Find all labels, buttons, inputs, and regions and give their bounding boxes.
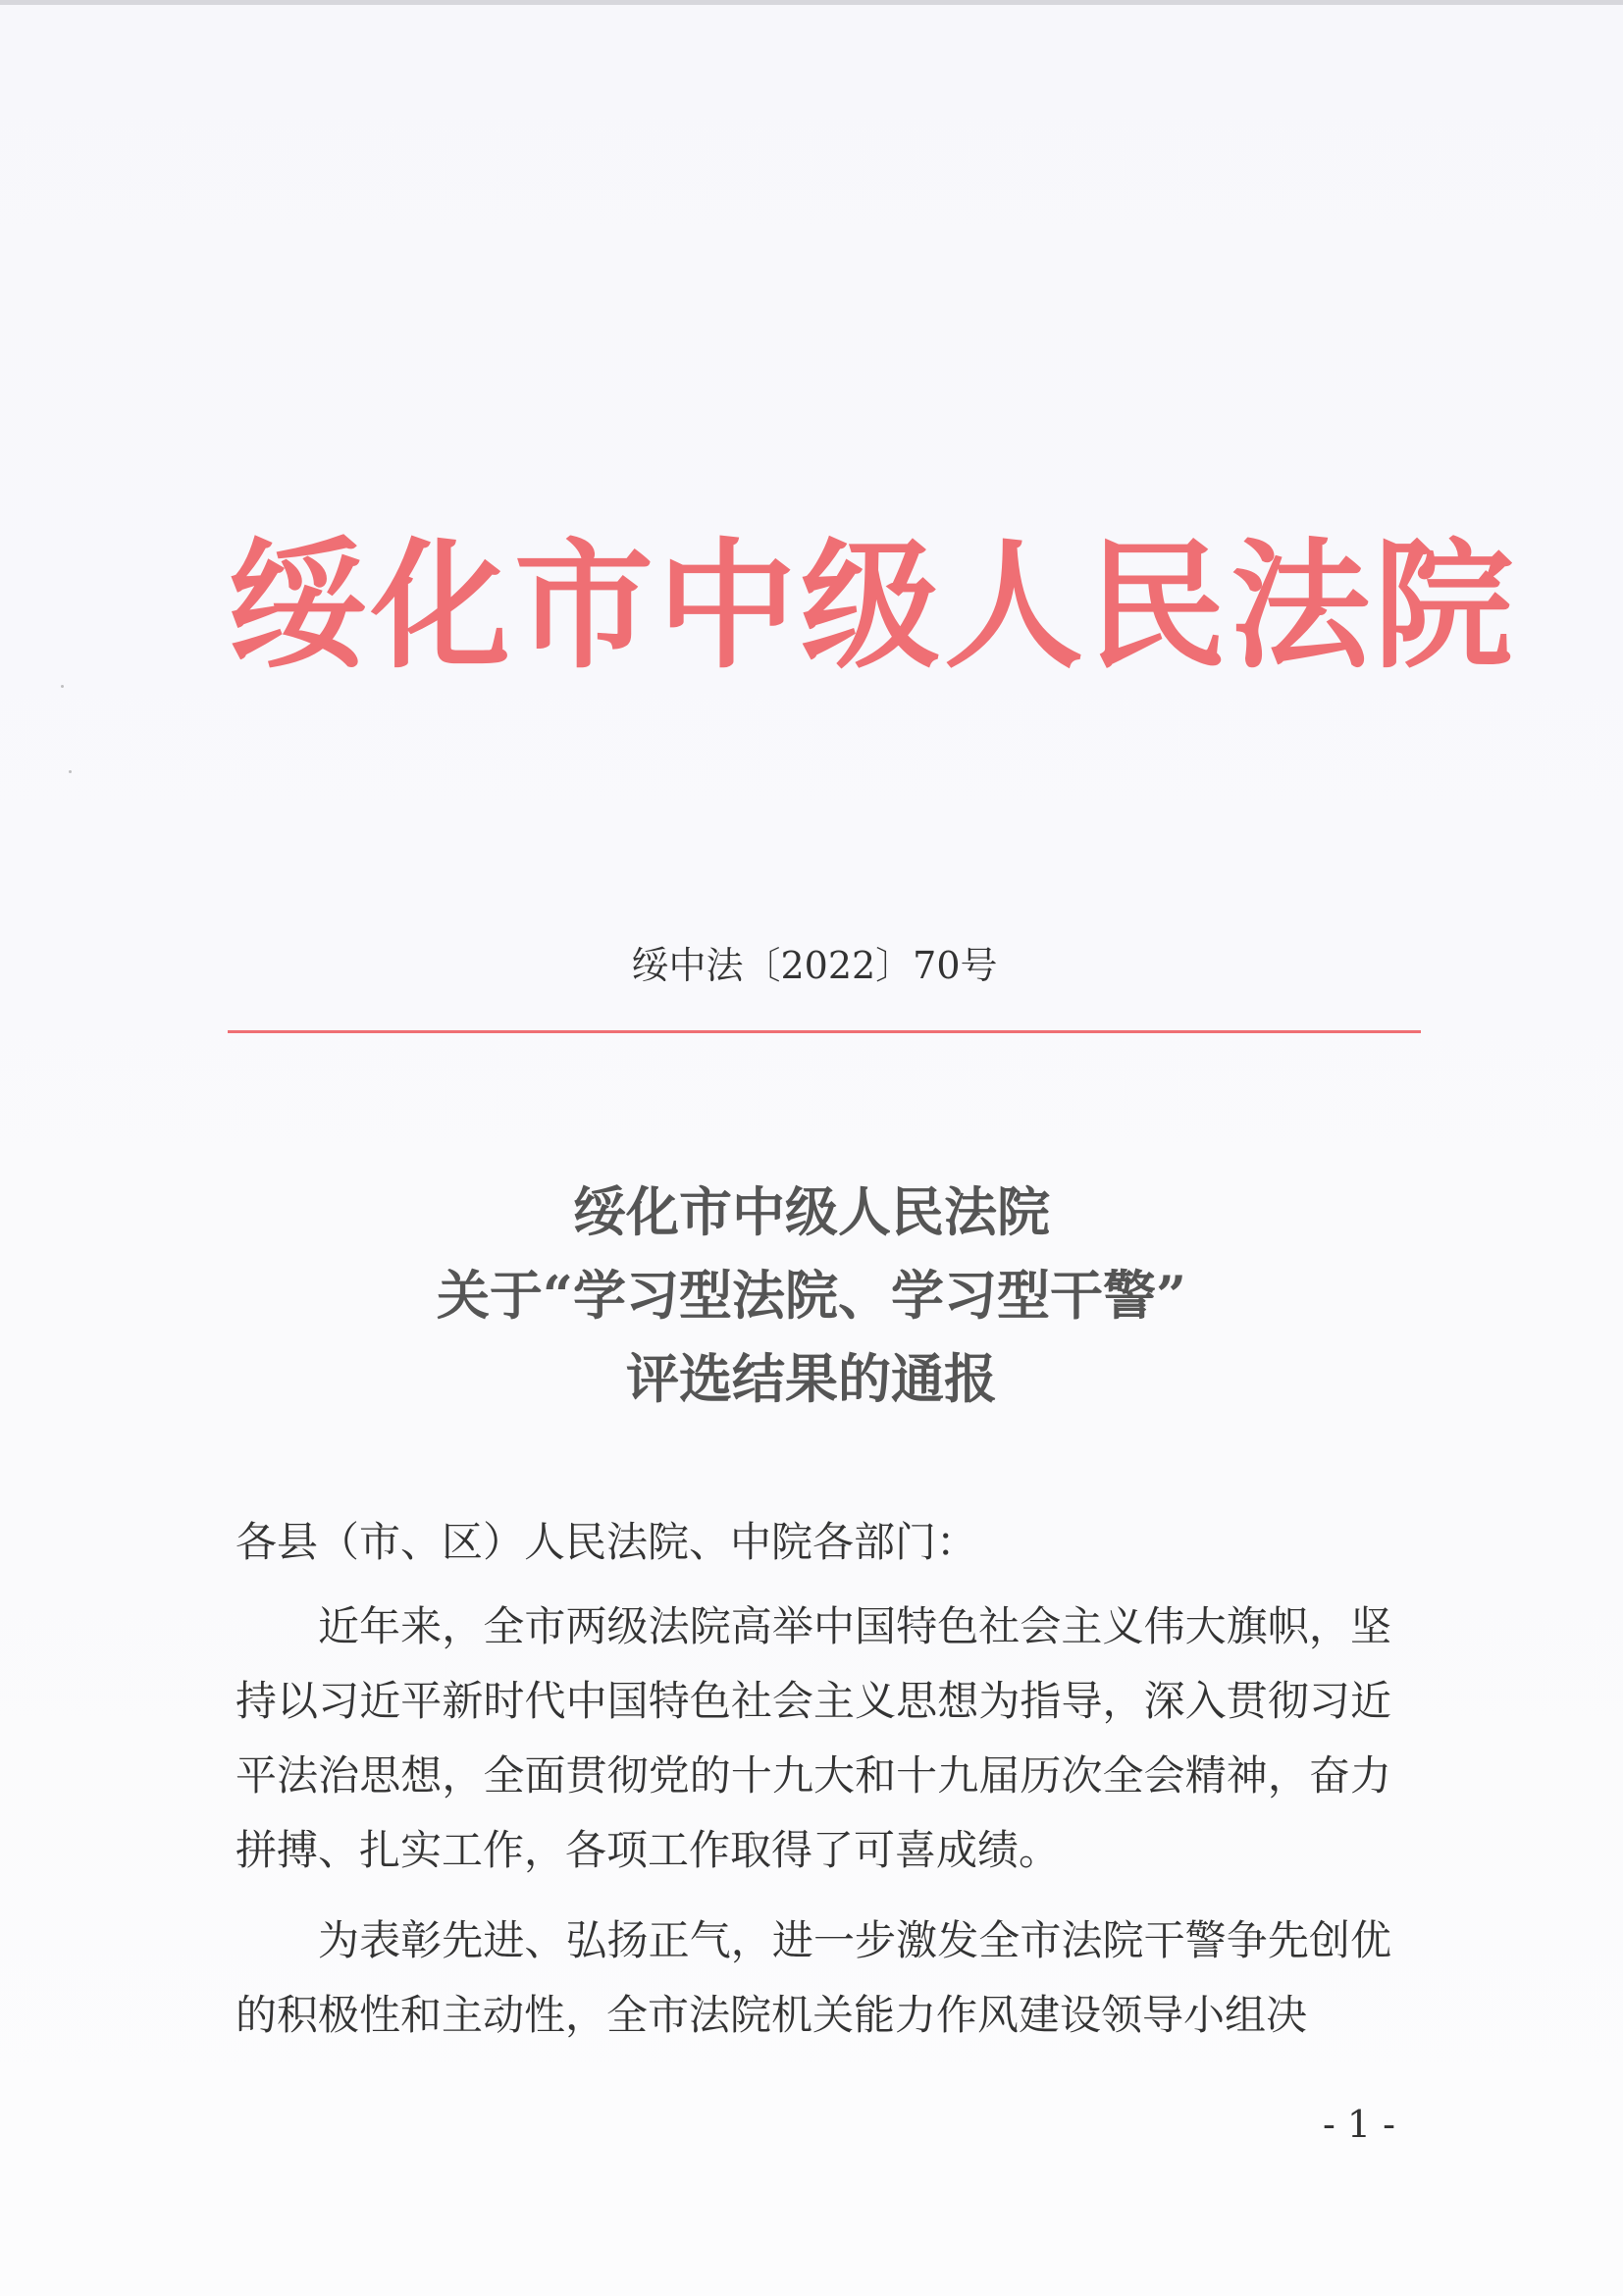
- notice-title-line-3: 评选结果的通报: [626, 1347, 997, 1410]
- addressee: 各县（市、区）人民法院、中院各部门：: [236, 1518, 978, 1566]
- show-through-texture: [245, 324, 1164, 402]
- body-paragraph-1: 近年来，全市两级法院高举中国特色社会主义伟大旗帜，坚持以习近平新时代中国特色社会主义思想为指导，深入贯彻习近平法治思想，全面贯彻党的十九大和十九届历次全会精神，奋力拼搏、扎实工作，各项工作取得了可喜成绩。: [236, 1602, 1391, 1874]
- document-number: 绥中法〔2022〕70号: [631, 944, 998, 987]
- body-paragraph-2: 为表彰先进、弘扬正气，进一步激发全市法院干警争先创优的积极性和主动性，全市法院机关能力作风建设领导小组决: [236, 1916, 1391, 2039]
- red-separator-line: [228, 1030, 1421, 1033]
- show-through-texture: [245, 245, 1164, 324]
- court-header-title: 绥化市中级人民法院: [228, 525, 1517, 688]
- notice-title-line-1: 绥化市中级人民法院: [573, 1180, 1050, 1243]
- page-number: - 1 -: [1322, 2103, 1395, 2146]
- scan-dot: [69, 770, 72, 773]
- show-through-texture: [245, 402, 1164, 481]
- scan-dot: [61, 685, 64, 688]
- notice-title-line-2: 关于“学习型法院、学习型干警”: [436, 1264, 1187, 1327]
- scan-top-edge: [0, 0, 1623, 5]
